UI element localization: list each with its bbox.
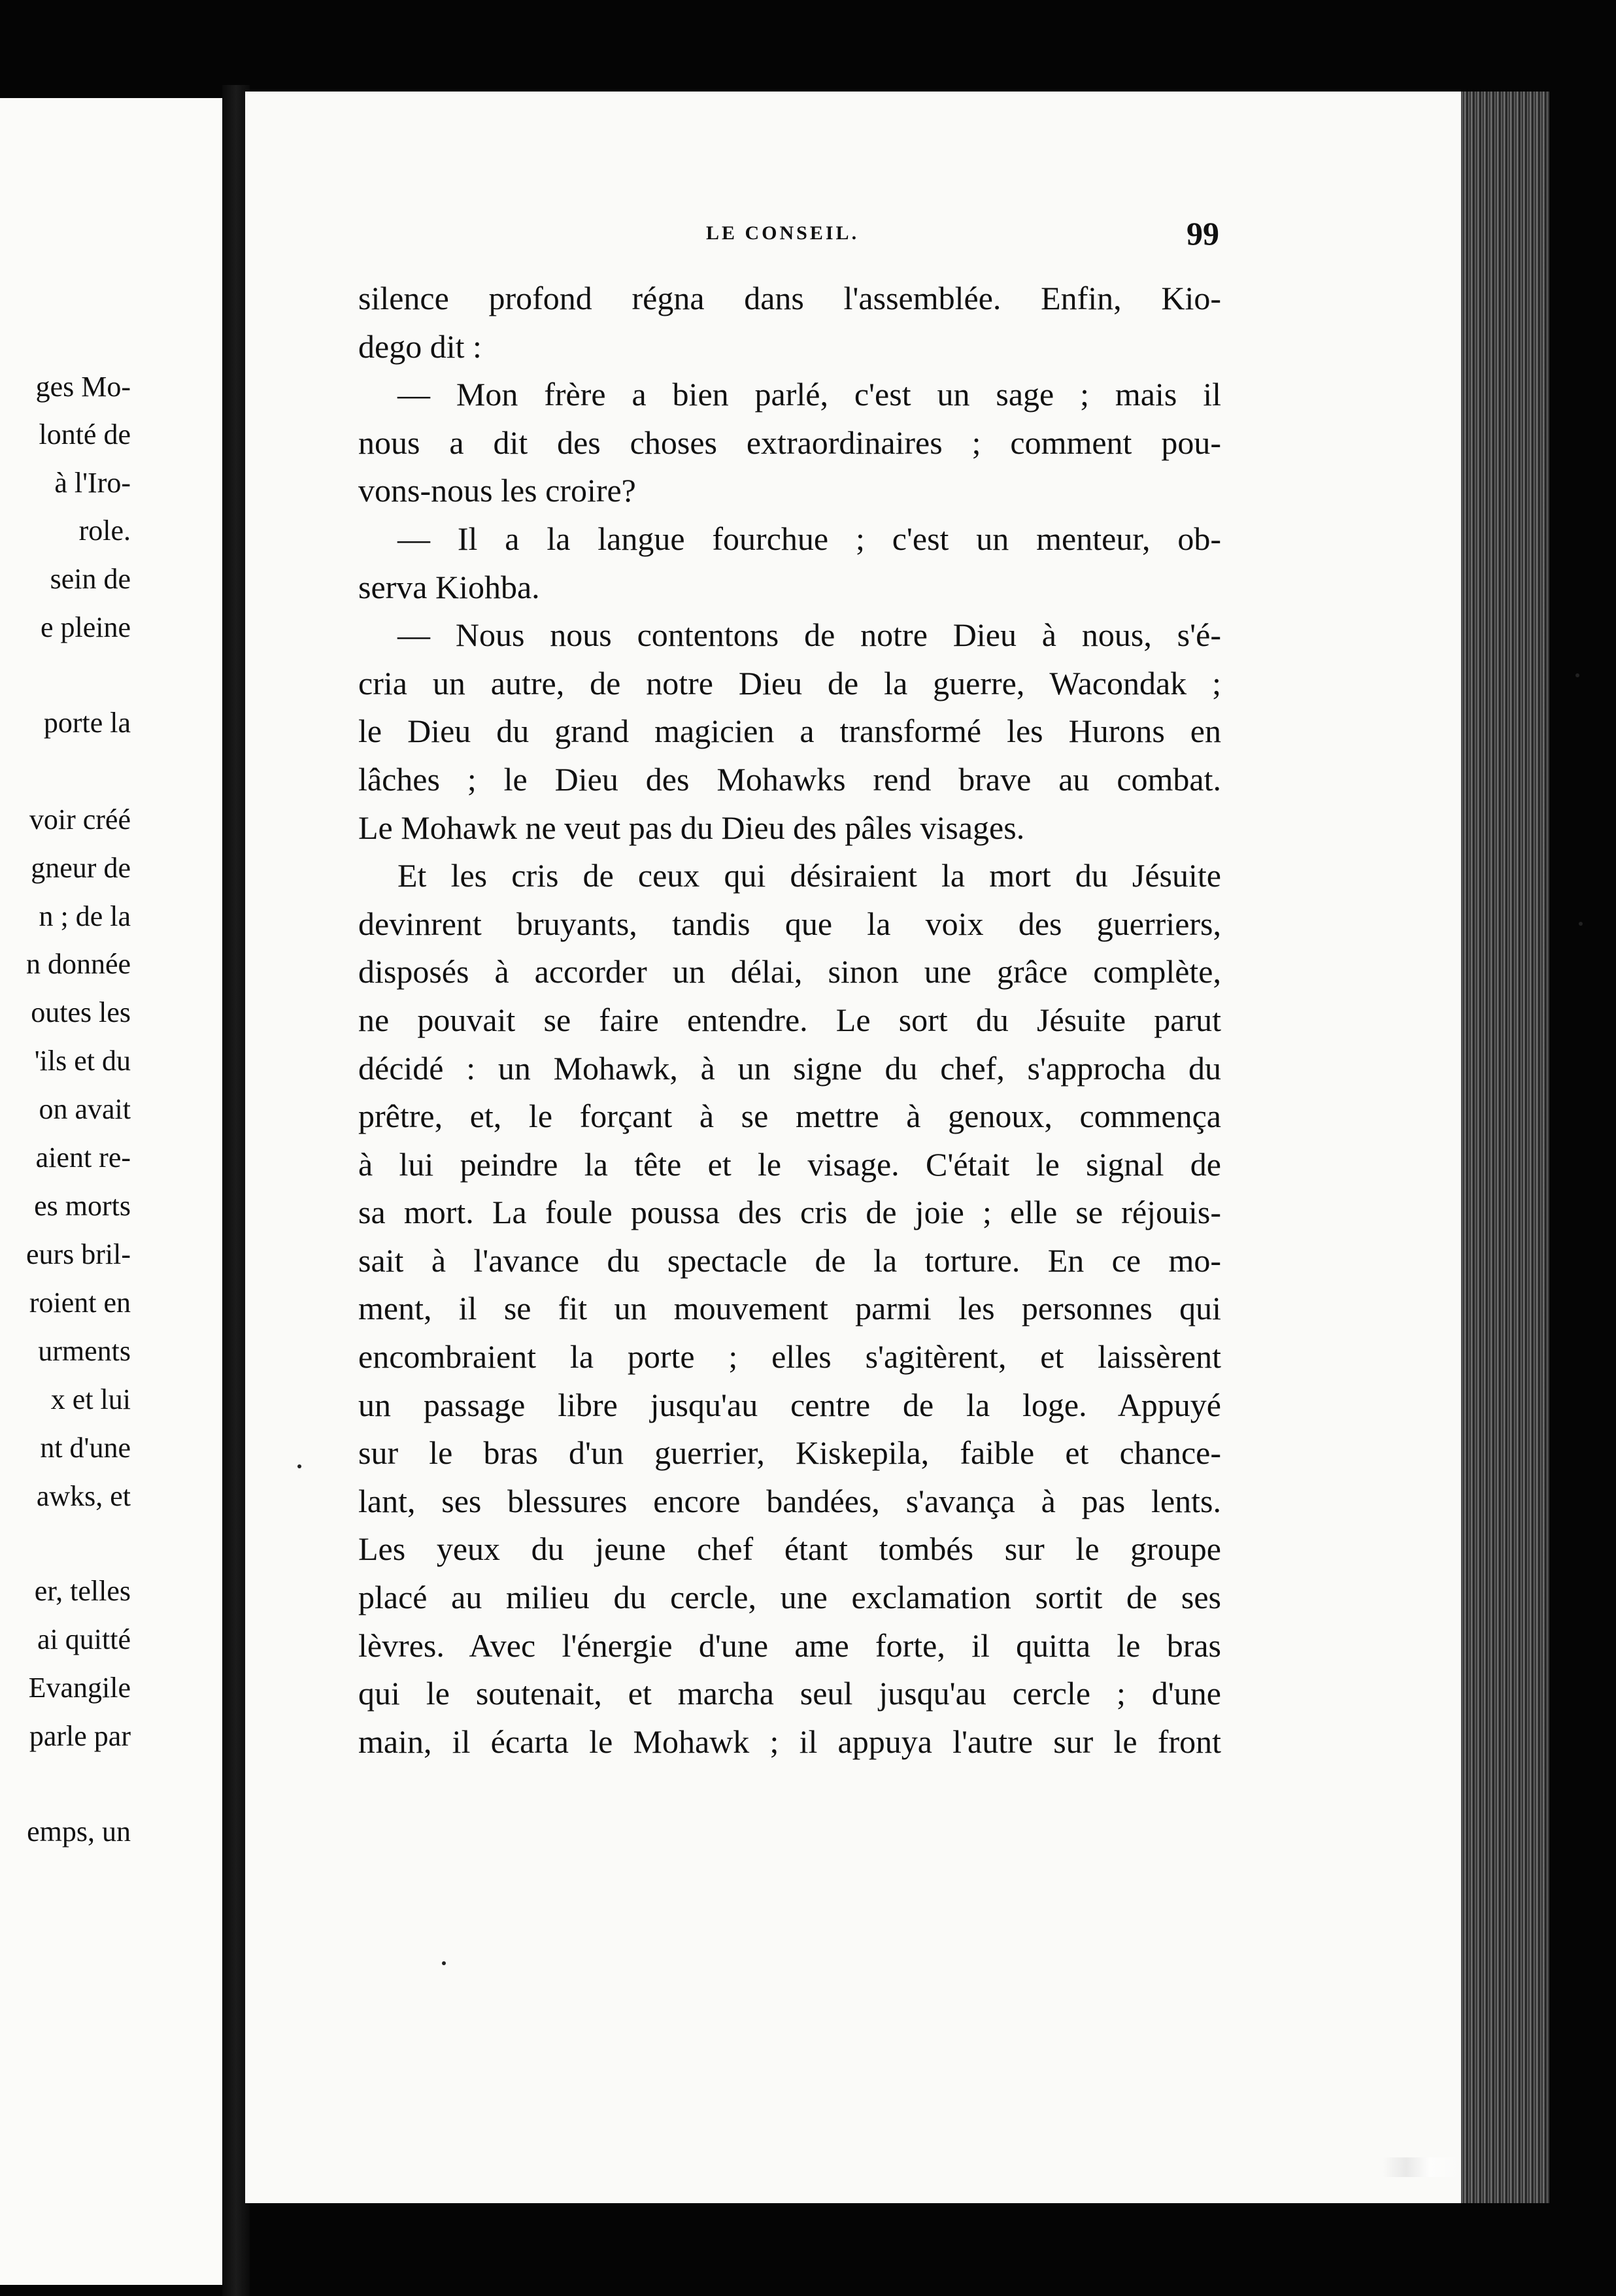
left-page-line: outes les (31, 996, 131, 1028)
left-page-line: sein de (50, 563, 131, 595)
page-number: 99 (1187, 215, 1219, 252)
text-line: — Nous nous contentons de notre Dieu à nous, s'é- (397, 616, 1221, 654)
scan-mark (1383, 2157, 1461, 2177)
text-line: prêtre, et, le forçant à se mettre à genoux, commença (358, 1098, 1221, 1135)
text-line: qui le soutenait, et marcha seul jusqu'au cercle ; d'une (358, 1675, 1221, 1712)
left-page-line: er, telles (34, 1575, 131, 1607)
left-page-line: role. (78, 515, 131, 547)
left-page-line: voir créé (29, 803, 131, 836)
left-page-line: à l'Iro- (54, 467, 131, 499)
left-page-line: porte la (43, 707, 131, 739)
left-page-line: aient re- (35, 1141, 131, 1173)
text-line: serva Kiohba. (358, 568, 540, 605)
left-page-line: urments (38, 1335, 131, 1367)
text-line: cria un autre, de notre Dieu de la guerre, Wacondak ; (358, 664, 1221, 701)
text-line: vons-nous les croire? (358, 472, 636, 509)
scan-speck (1579, 922, 1583, 926)
scan-speck (442, 1961, 446, 1965)
text-line: lâches ; le Dieu des Mohawks rend brave au combat. (358, 760, 1221, 798)
text-line: placé au milieu du cercle, une exclamation sortit de ses (358, 1579, 1221, 1616)
left-page-line: roient en (29, 1287, 131, 1319)
text-line: dego dit : (358, 328, 482, 365)
scan-speck (297, 1464, 301, 1468)
text-line: à lui peindre la tête et le visage. C'était le signal de (358, 1145, 1221, 1183)
text-line: — Mon frère a bien parlé, c'est un sage ; mais il (397, 376, 1221, 413)
text-line: lant, ses blessures encore bandées, s'avança à pas lents. (358, 1482, 1221, 1519)
text-line: sur le bras d'un guerrier, Kiskepila, faible et chance- (358, 1434, 1221, 1472)
left-page-line: 'ils et du (34, 1045, 131, 1077)
text-line: main, il écarta le Mohawk ; il appuya l'autre sur le front (358, 1723, 1221, 1760)
text-line: nous a dit des choses extraordinaires ; comment pou- (358, 424, 1221, 461)
text-line: ment, il se fit un mouvement parmi les personnes qui (358, 1290, 1221, 1327)
text-line: disposés à accorder un délai, sinon une grâce complète, (358, 953, 1221, 990)
left-page-line: x et lui (50, 1383, 131, 1415)
left-page-line: ges Mo- (35, 371, 131, 403)
text-line: silence profond régna dans l'assemblée. Enfin, Kio- (358, 280, 1221, 316)
left-page-line: es morts (34, 1190, 131, 1222)
text-line: devinrent bruyants, tandis que la voix des guerriers, (358, 905, 1221, 942)
text-line: sa mort. La foule poussa des cris de joie ; elle se réjouis- (358, 1194, 1221, 1231)
page-edges (1461, 92, 1549, 2203)
left-page-line: parle par (29, 1720, 131, 1752)
text-line: Le Mohawk ne veut pas du Dieu des pâles visages. (358, 809, 1025, 846)
left-page-line: lonté de (39, 418, 131, 450)
text-line: le Dieu du grand magicien a transformé les Hurons en (358, 713, 1221, 750)
text-line: sait à l'avance du spectacle de la torture. En ce mo- (358, 1241, 1221, 1279)
text-line: un passage libre jusqu'au centre de la loge. Appuyé (358, 1386, 1221, 1423)
text-line: lèvres. Avec l'énergie d'une ame forte, il quitta le bras (358, 1627, 1221, 1664)
text-line: Les yeux du jeune chef étant tombés sur le groupe (358, 1530, 1221, 1568)
left-page-line: on avait (39, 1093, 131, 1125)
text-line: — Il a la langue fourchue ; c'est un menteur, ob- (397, 520, 1221, 557)
left-page (0, 98, 222, 2285)
text-line: Et les cris de ceux qui désiraient la mort du Jésuite (397, 857, 1221, 894)
left-page-line: n donnée (25, 948, 131, 980)
text-line: encombraient la porte ; elles s'agitèrent, et laissèrent (358, 1338, 1221, 1376)
running-head: LE CONSEIL. (706, 222, 860, 244)
left-page-line: n ; de la (39, 900, 131, 932)
text-line: décidé : un Mohawk, à un signe du chef, s'approcha du (358, 1049, 1221, 1087)
left-page-line: awks, et (36, 1480, 131, 1512)
scan-speck (1575, 673, 1579, 677)
body-text (358, 275, 1221, 1766)
left-page-line: ai quitté (37, 1623, 131, 1655)
left-page-line: nt d'une (40, 1432, 131, 1464)
left-page-line: Evangile (28, 1672, 131, 1704)
left-page-line: emps, un (27, 1815, 131, 1848)
left-page-line: eurs bril- (25, 1238, 131, 1270)
left-page-line: gneur de (31, 852, 131, 884)
text-line: ne pouvait se faire entendre. Le sort du Jésuite parut (358, 1001, 1221, 1038)
left-page-line: e pleine (40, 611, 131, 643)
